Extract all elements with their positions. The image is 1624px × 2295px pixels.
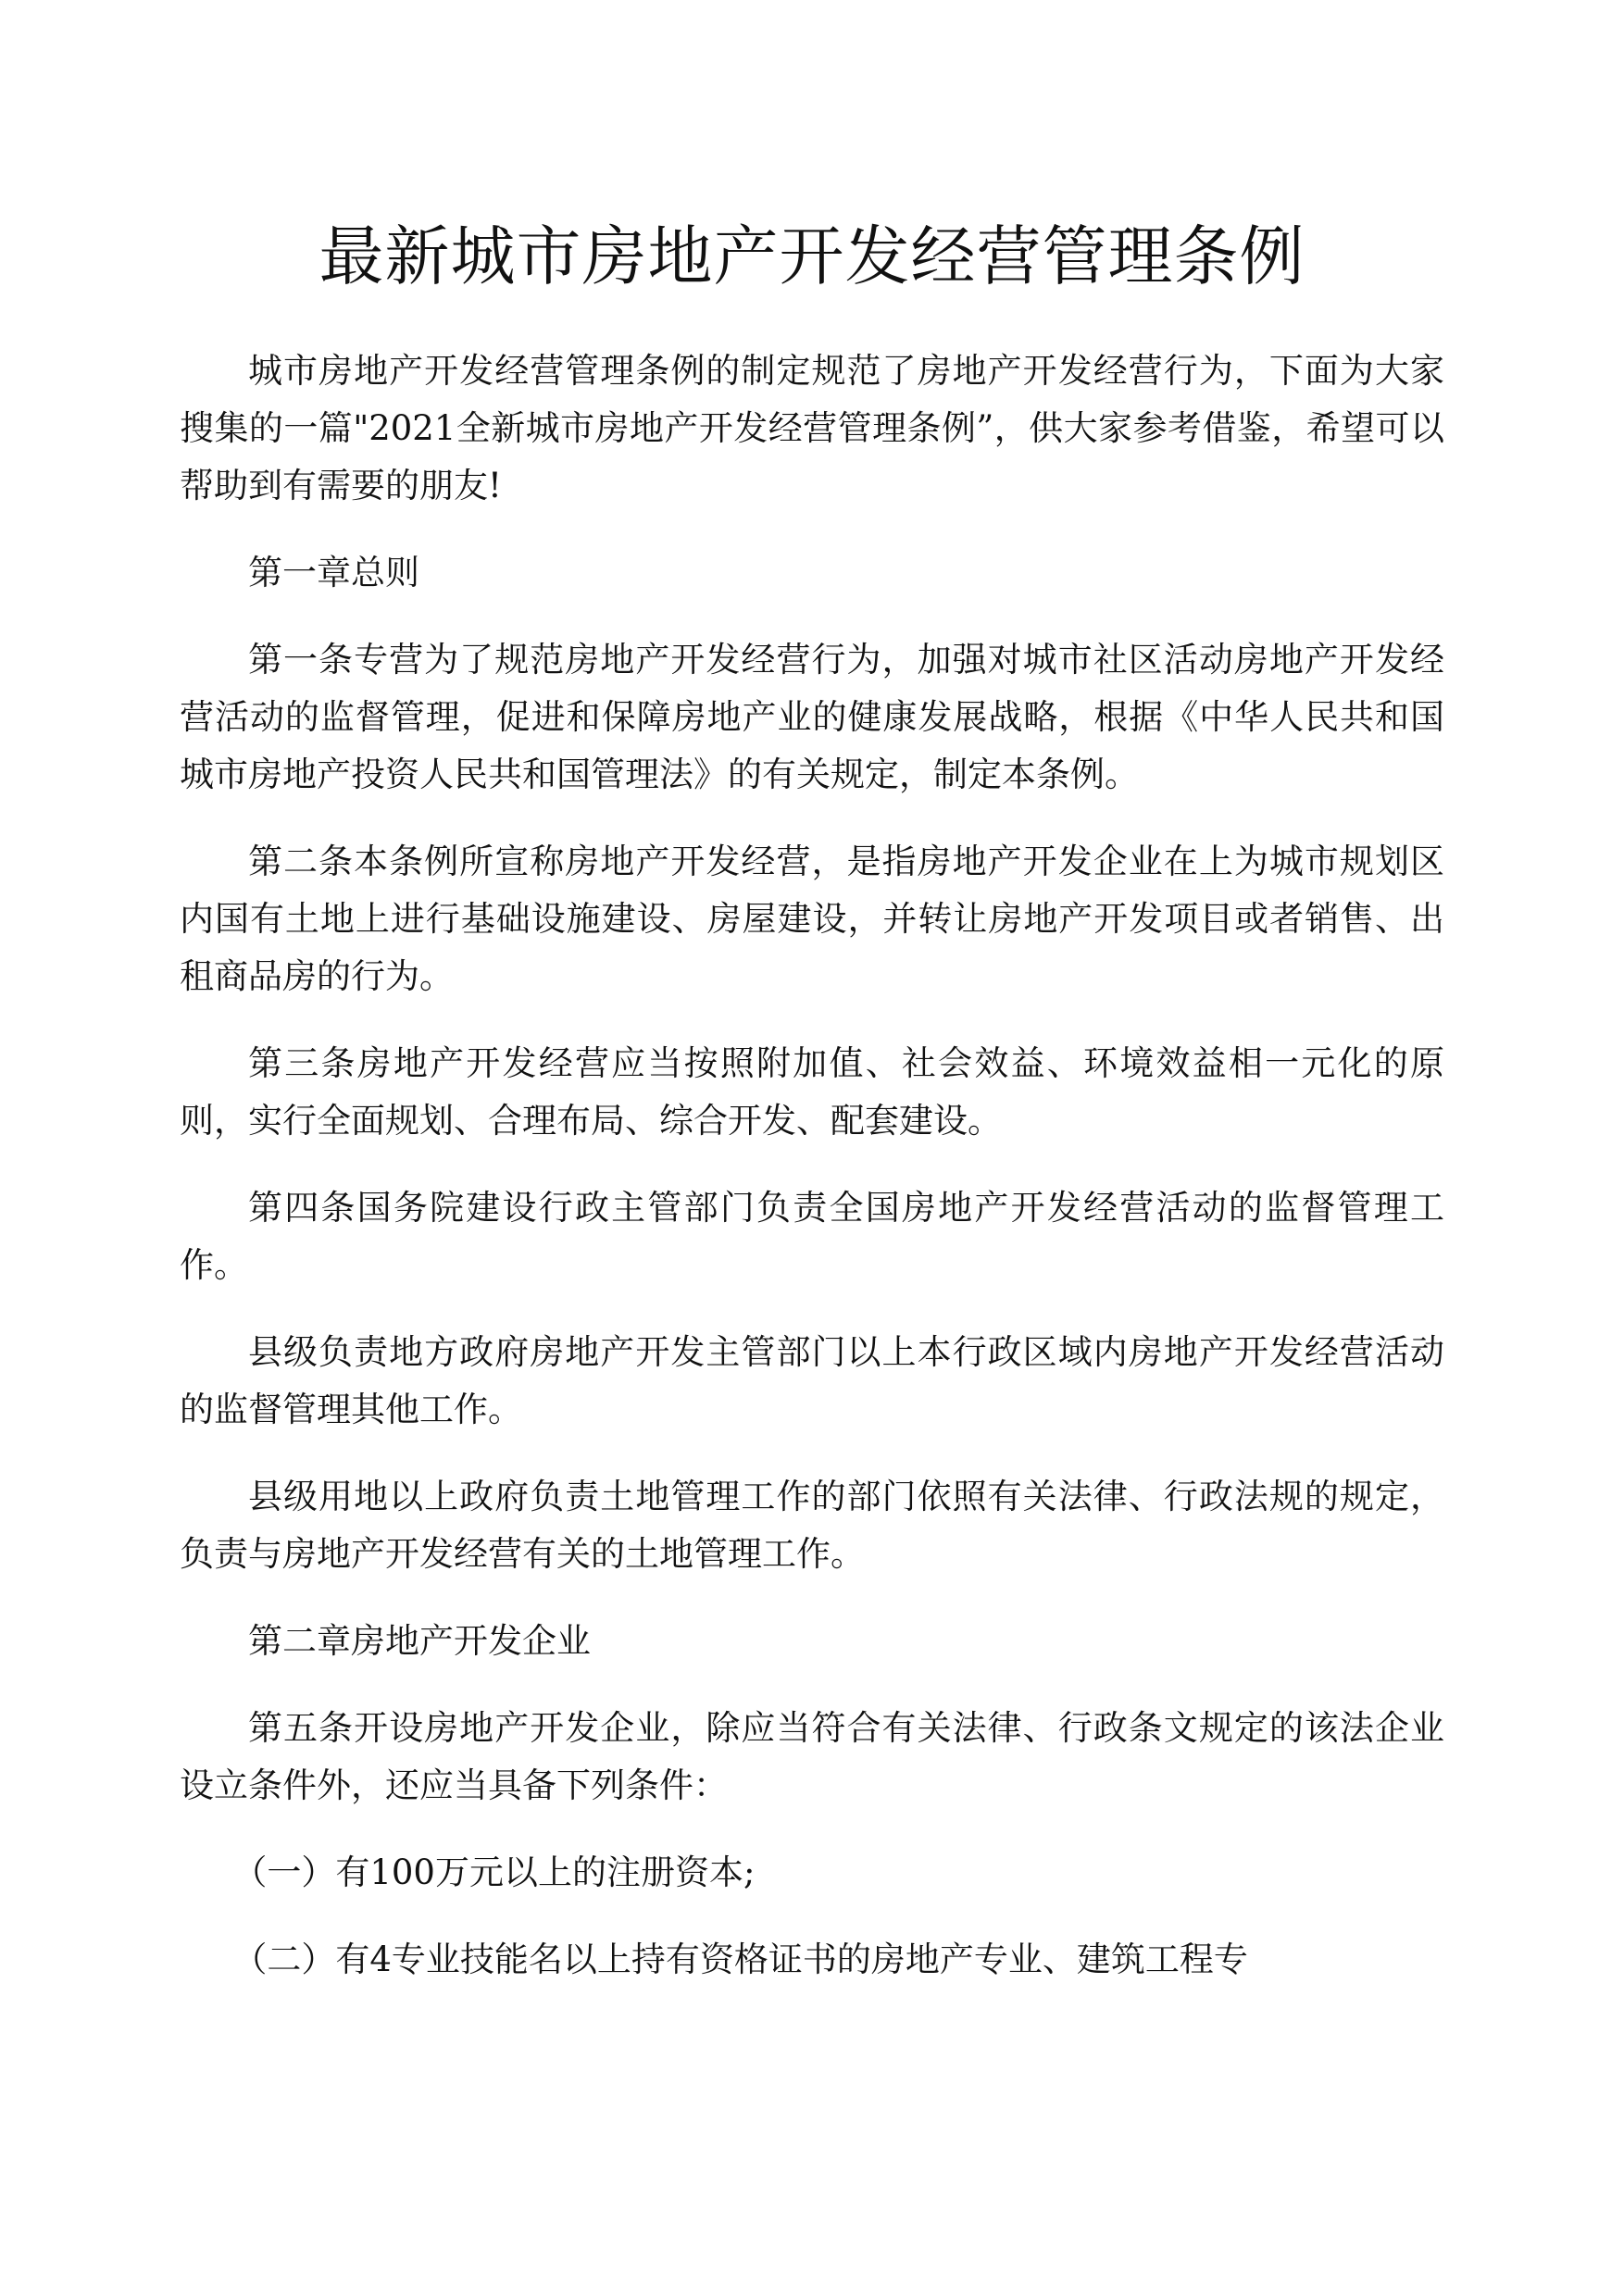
article-3-paragraph: 第三条房地产开发经营应当按照附加值、社会效益、环境效益相一元化的原则，实行全面规划、合理布局、综合开发、配套建设。 — [180, 1043, 1444, 1141]
chapter-heading-1: 第一章总则 — [248, 553, 419, 592]
article-5-paragraph: 第五条开设房地产开发企业，除应当符合有关法律、行政条文规定的该法企业设立条件外，还应当具备下列条件： — [180, 1708, 1444, 1805]
article-4-sub-paragraph-1: 县级负责地方政府房地产开发主管部门以上本行政区域内房地产开发经营活动的监督管理其他工作。 — [180, 1332, 1444, 1429]
article-5-item-1: （一）有100万元以上的注册资本; — [232, 1852, 756, 1892]
article-5-item-2: （二）有4专业技能名以上持有资格证书的房地产专业、建筑工程专 — [232, 1940, 1248, 1979]
document-body — [180, 343, 1444, 2018]
document-title: 最新城市房地产开发经营管理条例 — [319, 218, 1305, 294]
article-1-paragraph: 第一条专营为了规范房地产开发经营行为，加强对城市社区活动房地产开发经营活动的监督管理，促进和保障房地产业的健康发展战略，根据《中华人民共和国城市房地产投资人民共和国管理法》的有关规定，制定本条例。 — [180, 640, 1444, 794]
article-2-paragraph: 第二条本条例所宣称房地产开发经营，是指房地产开发企业在上为城市规划区内国有土地上进行基础设施建设、房屋建设，并转让房地产开发项目或者销售、出租商品房的行为。 — [180, 842, 1444, 996]
intro-paragraph: 城市房地产开发经营管理条例的制定规范了房地产开发经营行为，下面为大家搜集的一篇"2021全新城市房地产开发经营管理条例”，供大家参考借鉴，希望可以帮助到有需要的朋友! — [180, 351, 1444, 505]
article-4-paragraph: 第四条国务院建设行政主管部门负责全国房地产开发经营活动的监督管理工作。 — [180, 1188, 1444, 1285]
article-4-sub-paragraph-2: 县级用地以上政府负责土地管理工作的部门依照有关法律、行政法规的规定，负责与房地产开发经营有关的土地管理工作。 — [180, 1477, 1444, 1574]
chapter-heading-2: 第二章房地产开发企业 — [248, 1621, 591, 1661]
